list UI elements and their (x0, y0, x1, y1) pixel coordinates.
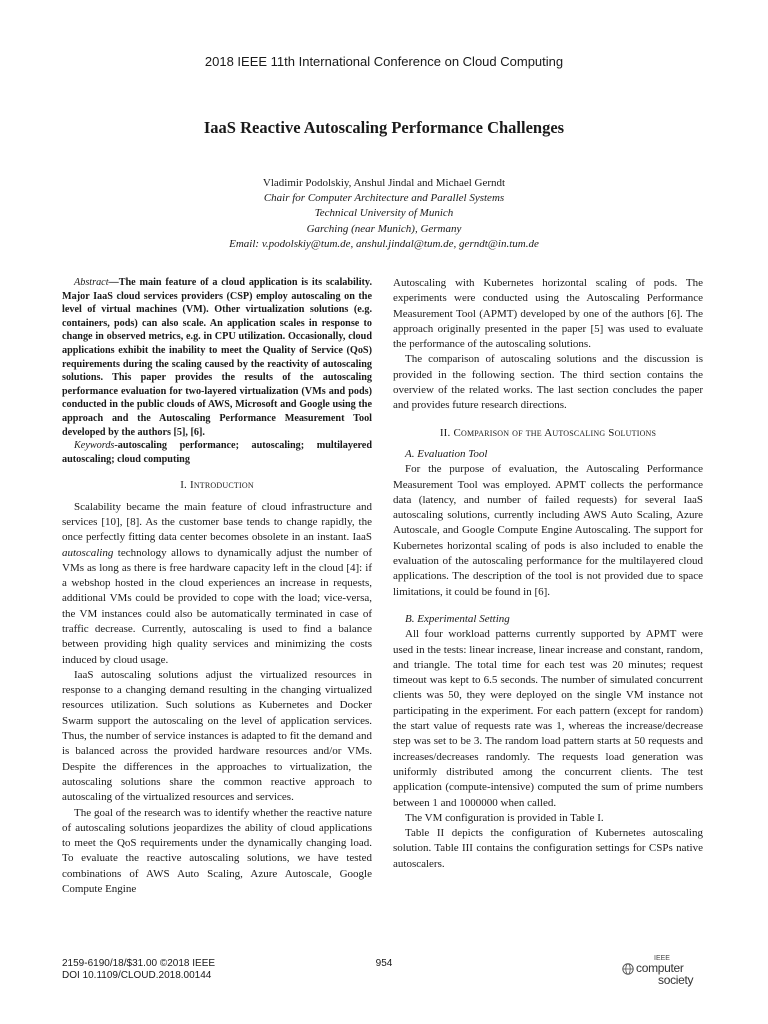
intro-paragraph-3: The goal of the research was to identify whether the reactive nature of autoscaling solutions jeopardizes the ability of cloud applications to meet the QoS requirements under the dynamically changing load. To evaluate the reactive autoscaling solutions, we have tested combinations of AWS Auto Scaling, Azure Autoscale, Google Compute Engine (62, 806, 372, 896)
section-title: Comparison of the Autoscaling Solutions (453, 426, 657, 439)
intro-p1-text-a: Scalability became the main feature of cloud infrastructure and services [10], [8]. As the customer base tends to change rapidly, the once perfectly fitting data center becomes obsolete in an instant. IaaS (62, 500, 372, 544)
intro-p1-emphasis: autoscaling (62, 546, 114, 559)
right-paragraph-2: The comparison of autoscaling solutions and the discussion is provided in the following section. The third section contains the overview of the related works. The last section concludes the paper and provides future research directions. (393, 353, 703, 412)
abstract-text: —The main feature of a cloud application is its scalability. Major IaaS cloud services providers (CSP) employ autoscaling on the level of virtual machines (VM). Other virtualization solutions (e.g. containers, pods) can also scale. An application scales in response to change in observed metrics, e.g. in CPU utilization. Occasionally, cloud applications exhibit the inability to meet the Quality of Service (QoS) requirements during the scaling caused by the reactivity of autoscaling solutions. This paper provides the results of the autoscaling performance evaluation for two-layered virtualization (VMs and pods) conducted in the public clouds of AWS, Microsoft and Google using the approach and the Autoscaling Performance Measurement Tool developed by the authors [5], [6]. (62, 277, 372, 438)
location: Garching (near Munich), Germany (306, 222, 462, 235)
abstract (62, 276, 372, 439)
issn-line: 2159-6190/18/$31.00 ©2018 IEEE (62, 958, 216, 969)
paper-title: IaaS Reactive Autoscaling Performance Challenges (203, 118, 565, 137)
keywords-text: -autoscaling performance; autoscaling; multilayered autoscaling; cloud computing (62, 440, 372, 465)
section-number: II. (439, 426, 451, 439)
page-number: 954 (375, 958, 393, 969)
logo-computer-text: computer (636, 961, 684, 975)
experimental-setting-paragraph-2: The VM configuration is provided in Table I. (405, 811, 604, 824)
intro-paragraph-2: IaaS autoscaling solutions adjust the virtualized resources in response to a changing demand resulting in the changing virtualized resources utilization. Such solutions as Kubernetes and Docker Swarm support the autoscaling on the level of application services. Thus, the number of service instances is adapted to fit the demand and is balanced across the provided hardware resources and/or VMs. Despite the differences in the approaches to virtualization, the autoscaling solutions share the common reactive approach to autoscaling of the virtualized resources and services. (62, 668, 372, 804)
intro-paragraph-1 (62, 500, 372, 668)
experimental-setting-paragraph-1: All four workload patterns currently supported by APMT were used in the tests: linear increase, linear increase and constant, random, and triangle. The total time for each test was 20 minutes; request timeout was kept to 6.5 seconds. The number of simulated concurrent clients was 50, they were deployed on the single VM instance not participating in the experiment. For each pattern (except for random) the start value of requests rate was 1, whereas the increase/decrease step was set to be 3. The random load pattern starts at 50 requests and increases/decreases randomly. The requests load generation was uniformly distributed among the concurrent clients. The test application (compute-intensive) computed the sum of prime numbers between 1 and 1000000 when called. (393, 628, 703, 809)
conference-header: 2018 IEEE 11th International Conference on Cloud Computing (204, 54, 564, 69)
author-names: Vladimir Podolskiy, Anshul Jindal and Michael Gerndt (262, 177, 506, 189)
evaluation-tool-paragraph: For the purpose of evaluation, the Autoscaling Performance Measurement Tool was employed. APMT collects the performance data (latency, and number of failed requests) for several IaaS autoscaling solutions, currently including AWS Auto Scaling, Azure Autoscale, and Google Compute Engine Autoscaling. The support for Kubernetes horizontal scaling of pods is also included to enable the evaluation of the autoscaling performance for the multilayered cloud applications. The description of the tool is not provided due to space limitations, it could be found in [6]. (393, 463, 703, 598)
doi-line: DOI 10.1109/CLOUD.2018.00144 (62, 970, 212, 981)
keywords (62, 439, 372, 466)
subsection-heading-experimental-setting: B. Experimental Setting (405, 612, 510, 625)
section-heading-introduction (62, 478, 372, 493)
abstract-label: Abstract (74, 277, 109, 288)
experimental-setting-paragraph-3: Table II depicts the configuration of Kubernetes autoscaling solution. Table III contains the configuration settings for CSPs native autoscalers. (393, 827, 703, 870)
subsection-heading-evaluation-tool: A. Evaluation Tool (405, 447, 488, 460)
affiliation: Chair for Computer Architecture and Parallel Systems (263, 192, 505, 205)
right-paragraph-1: Autoscaling with Kubernetes horizontal scaling of pods. The experiments were conducted using the Autoscaling Performance Measurement Tool (APMT) developed by one of the authors [6]. The approach originally presented in the paper [5] was used to evaluate the performance of the autoscaling solutions. (393, 277, 703, 351)
keywords-label: Keywords (74, 440, 115, 452)
globe-icon (622, 963, 634, 975)
section-number: I. (180, 479, 188, 492)
email-line: Email: v.podolskiy@tum.de, anshul.jindal@tum.de, gerndt@in.tum.de (229, 237, 539, 250)
right-column (393, 276, 703, 872)
author-block (0, 176, 768, 252)
logo-ieee-text: IEEE (654, 955, 670, 962)
logo-society-text: society (658, 973, 694, 987)
intro-p1-text-b: technology allows to dynamically adjust the number of VMs as long as there is free hardware capacity left in the cloud [4]: if a webshop hosted in the cloud experiences an increase in requests, additional VMs could be provided to cope with the load; vice-versa, the VM instances could also be automatically terminated in case of traffic decrease. Currently, autoscaling is used to find a balance between providing high quality services and minimizing the costs induced by cloud usage. (62, 546, 372, 666)
ieee-computer-society-logo (622, 955, 712, 987)
university: Technical University of Munich (314, 207, 454, 220)
section-title: Introduction (189, 479, 254, 492)
section-heading-comparison (393, 426, 703, 441)
left-column (62, 276, 372, 897)
